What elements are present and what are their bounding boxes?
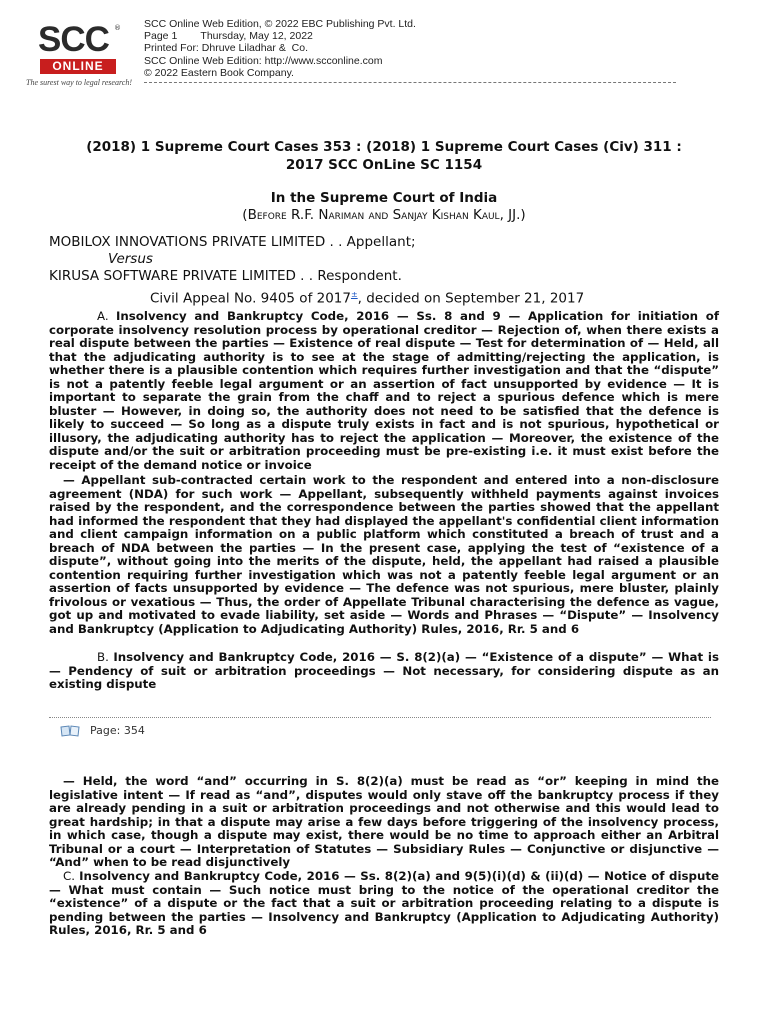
meta-page-date: Page 1 Thursday, May 12, 2022 (144, 30, 313, 43)
footnote-link[interactable]: ± (350, 290, 358, 299)
header-divider (144, 82, 676, 83)
page-number-label: Page: 354 (90, 724, 145, 737)
logo-registered-mark: ® (114, 24, 121, 32)
headnote-a-label: A. (97, 309, 116, 323)
versus: Versus (108, 251, 153, 267)
meta-web-edition: SCC Online Web Edition: http://www.scconline.com (144, 54, 383, 67)
print-metadata (144, 18, 416, 79)
civil-appeal-line (150, 287, 584, 307)
headnote-b-continued: — Held, the word “and” occurring in S. 8(2)(a) must be read as “or” keeping in mind the legislative intent — If read as “and”, disputes would only stave off the bankruptcy process if they are already pending in a suit or arbitration proceedings and not otherwise and this would lead to great hardship; in that a dispute may arise a few days before triggering of the insolvency process, in which case, though a dispute may exist, there would be no time to approach either an Arbitral Tribunal or a court — Interpretation of Statutes — Subsidiary Rules — Conjunctive or disjunctive — “And” when to be read disjunctively (49, 774, 719, 869)
headnote-a-continued: — Appellant sub-contracted certain work to the respondent and entered into a non-disclosure agreement (NDA) for such work — Appellant, subsequently withheld payments against invoices raised by the respondent, and the correspondence between the parties showed that the appellant had informed the respondent that they had displayed the appellant's confidential client information and client campaign information on a public platform which constituted a breach of trust and a breach of NDA between the parties — In the present case, applying the test of “existence of a dispute”, without going into the merits of the dispute, held, the appellant had raised a plausible contention requiring further investigation which was not a patently feeble legal argument or an assertion of facts unsupported by evidence — The defence was not spurious, mere bluster, plainly frivolous or vexatious — Thus, the order of Appellate Tribunal characterising the defence as vague, got up and motivated to evade liability, set aside — Words and Phrases — “Dispute” — Insolvency and Bankruptcy (Application to Adjudicating Authority) Rules, 2016, Rr. 5 and 6 (49, 473, 719, 636)
decision-date: , decided on September 21, 2017 (357, 290, 585, 307)
meta-ebc-copyright: © 2022 Eastern Book Company. (144, 66, 294, 79)
page-break-rule (49, 717, 711, 718)
headnote-a (49, 310, 719, 472)
meta-copyright: SCC Online Web Edition, © 2022 EBC Publishing Pvt. Ltd. (144, 18, 416, 30)
headnote-b (49, 651, 719, 692)
court-name: In the Supreme Court of India (270, 190, 498, 206)
headnote-c-text: Insolvency and Bankruptcy Code, 2016 — Ss. 8(2)(a) and 9(5)(i)(d) & (ii)(d) — Notice of dispute — What must contain — Such notice must bring to the notice of the operational creditor the “existence” of a dispute or the fact that a suit or arbitration proceeding relating to a dispute is pending between the parties — Insolvency and Bankruptcy (Application to Adjudicating Authority) Rules, 2016, Rr. 5 and 6 (49, 869, 719, 937)
bench: (Before R.F. Nariman and Sanjay Kishan Kaul, JJ.) (242, 207, 526, 223)
headnote-a-text: Insolvency and Bankruptcy Code, 2016 — Ss. 8 and 9 — Application for initiation of corporate insolvency resolution process by operational creditor — Rejection of, when there exists a real dispute between the parties — Existence of real dispute — Test for determination of — Held, all that the adjudicating authority is to see at the stage of admitting/rejecting the application, is whether there is a plausible contention which requires further investigation and that the “dispute” is not a patently feeble legal argument or an assertion of fact unsupported by evidence — It is important to separate the grain from the chaff and to reject a spurious defence which is mere bluster — However, in doing so, the authority does not need to be satisfied that the defence is likely to succeed — So long as a dispute truly exists in fact and is not spurious, hypothetical or illusory, the adjudicating authority has to reject the application — Moreover, the existence of the dispute and/or the suit or arbitration proceeding must be pre-existing i.e. it must exist before the receipt of the demand notice or invoice (49, 309, 719, 472)
headnote-b-label: B. (97, 650, 114, 664)
citation-line-2: 2017 SCC OnLine SC 1154 (285, 157, 483, 173)
open-book-icon (60, 725, 80, 737)
meta-printed-for: Printed For: Dhruve Liladhar & Co. (144, 42, 308, 55)
citation-line-1: (2018) 1 Supreme Court Cases 353 : (2018) 1 Supreme Court Cases (Civ) 311 : (86, 139, 682, 155)
document-header (26, 18, 742, 94)
logo-tagline: The surest way to legal research! (26, 78, 132, 87)
respondent: KIRUSA SOFTWARE PRIVATE LIMITED . . Respondent. (49, 268, 402, 284)
logo-online-band: ONLINE (40, 59, 116, 74)
scc-online-logo[interactable] (26, 22, 136, 92)
headnote-c-label: C. (63, 869, 80, 883)
case-citation (40, 138, 728, 174)
logo-brand: SCC (38, 20, 109, 59)
appellant: MOBILOX INNOVATIONS PRIVATE LIMITED . . Appellant; (49, 234, 416, 250)
headnote-c (49, 870, 719, 938)
headnote-b-text: Insolvency and Bankruptcy Code, 2016 — S. 8(2)(a) — “Existence of a dispute” — What is — Pendency of suit or arbitration proceedings — Not necessary, for considering dispute as an existing dispute (49, 650, 719, 691)
civil-appeal-number: Civil Appeal No. 9405 of 2017 (150, 290, 351, 307)
